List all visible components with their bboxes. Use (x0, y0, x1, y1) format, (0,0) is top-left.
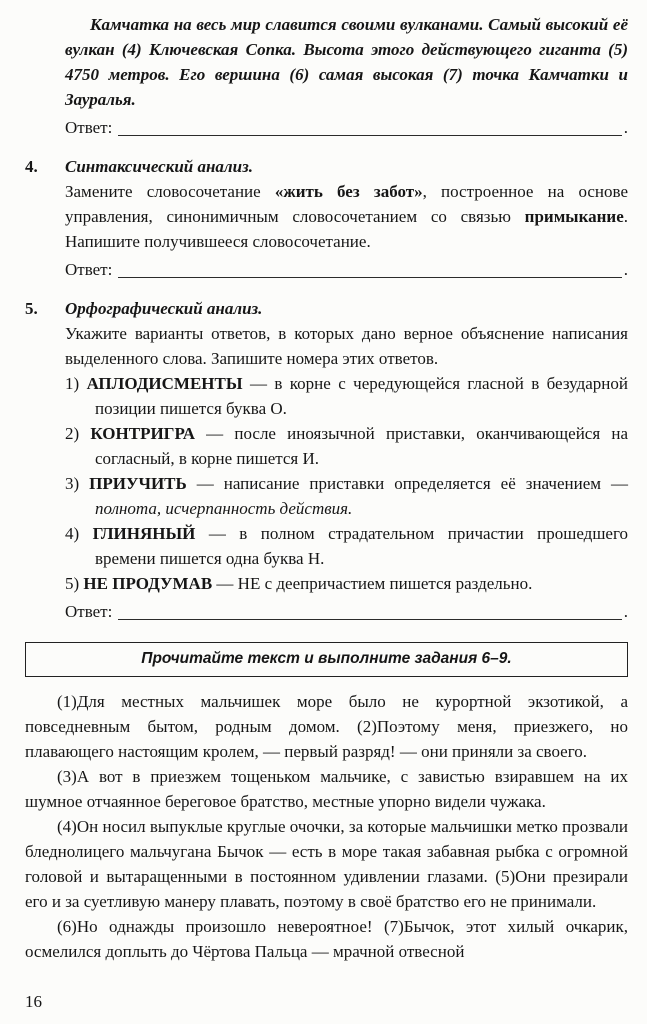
task-5-main (65, 296, 628, 624)
task-4-main (65, 154, 628, 282)
instruction-box: Прочитайте текст и выполните задания 6–9. (25, 642, 628, 677)
text-segment: , построенное на основе управления, синонимичным словосочетанием со связью (65, 182, 628, 226)
option-number: 3) (65, 474, 80, 493)
option-term: ПРИУЧИТЬ (89, 474, 187, 493)
option-italic-text: полнота, исчерпанность действия. (95, 499, 353, 518)
option-text: — в полном страдательном причастии прошедшего времени пишется одна буква Н. (95, 524, 629, 568)
task-4-body (65, 179, 628, 254)
task-5-title: Орфографический анализ. (65, 299, 263, 318)
option-number: 2) (65, 424, 80, 443)
answer-blank (118, 122, 621, 136)
intro-section (65, 12, 628, 140)
option-number: 5) (65, 574, 80, 593)
answer-blank (118, 264, 621, 278)
task-4-answer-line (65, 257, 628, 282)
answer-period: . (623, 118, 628, 137)
reading-paragraph-3: (4)Он носил выпуклые круглые очочки, за которые мальчишки метко прозвали бледнолицего мальчугана Бычок — есть в море такая забавная рыбка с огромной головой и вытаращенными в постоянном удивлении глазами. (5)Они презирали его и за суетливую манеру плавать, поэтому в своё братство его не принимали. (25, 817, 628, 911)
option-term: ГЛИНЯНЫЙ (92, 524, 196, 543)
reading-paragraph-1: (1)Для местных мальчишек море было не курортной экзотикой, а повседневным бытом, родным домом. (2)Поэтому меня, приезжего, но плавающего настоящим кролем, — первый разряд! — они приняли за своего. (25, 692, 628, 761)
intro-paragraph: Камчатка на весь мир славится своими вулканами. Самый высокий её вулкан (4) Ключевская Сопка. Высота этого действующего гиганта (5) 4750 метров. Его вершина (6) самая высокая (7) точка Камчатки и Зауралья. (65, 15, 628, 109)
reading-paragraph-4: (6)Но однажды произошло невероятное! (7)Бычок, этот хилый очкарик, осмелился доплыть до Чёртова Пальца — мрачной отвесной (25, 917, 628, 961)
option-term: КОНТРИГРА (90, 424, 195, 443)
answer-label: Ответ: (65, 118, 113, 137)
task-5-answer-line (65, 599, 628, 624)
task-5-options (65, 371, 628, 596)
intro-answer-line (65, 115, 628, 140)
text-segment: . Напишите получившееся словосочетание. (65, 207, 628, 251)
option-text: — НЕ с деепричастием пишется раздельно. (212, 574, 533, 593)
text-segment: Замените словосочетание (65, 182, 275, 201)
option-term: НЕ ПРОДУМАВ (83, 574, 213, 593)
task-4-title: Синтаксический анализ. (65, 157, 253, 176)
reading-paragraph-2: (3)А вот в приезжем тощеньком мальчике, с завистью взиравшем на их шумное отчаянное береговое братство, местные упорно видели чужака. (25, 767, 628, 811)
task-5-number: 5. (25, 299, 38, 318)
task-4-number: 4. (25, 157, 38, 176)
option-text: — в корне с чередующейся гласной в безударной позиции пишется буква О. (95, 374, 628, 418)
answer-period: . (623, 260, 628, 279)
answer-label: Ответ: (65, 602, 113, 621)
option-3 (65, 471, 628, 521)
answer-label: Ответ: (65, 260, 113, 279)
option-text: — написание приставки определяется её значением — (186, 474, 628, 493)
option-4 (65, 521, 628, 571)
option-2 (65, 421, 628, 471)
task-5 (25, 296, 628, 624)
page-number: 16 (25, 992, 42, 1011)
option-text: — после иноязычной приставки, оканчивающейся на согласный, в корне пишется И. (95, 424, 628, 468)
task-5-body: Укажите варианты ответов, в которых дано верное объяснение написания выделенного слова. Запишите номера этих ответов. (65, 324, 628, 368)
option-5 (65, 571, 628, 596)
highlighted-phrase: «жить без забот» (274, 182, 423, 201)
option-term: АПЛОДИСМЕНТЫ (86, 374, 243, 393)
reading-text (25, 689, 628, 964)
option-1 (65, 371, 628, 421)
option-number: 1) (65, 374, 80, 393)
option-number: 4) (65, 524, 80, 543)
answer-period: . (623, 602, 628, 621)
highlighted-word: примыкание (524, 207, 624, 226)
task-4 (25, 154, 628, 282)
answer-blank (118, 606, 621, 620)
